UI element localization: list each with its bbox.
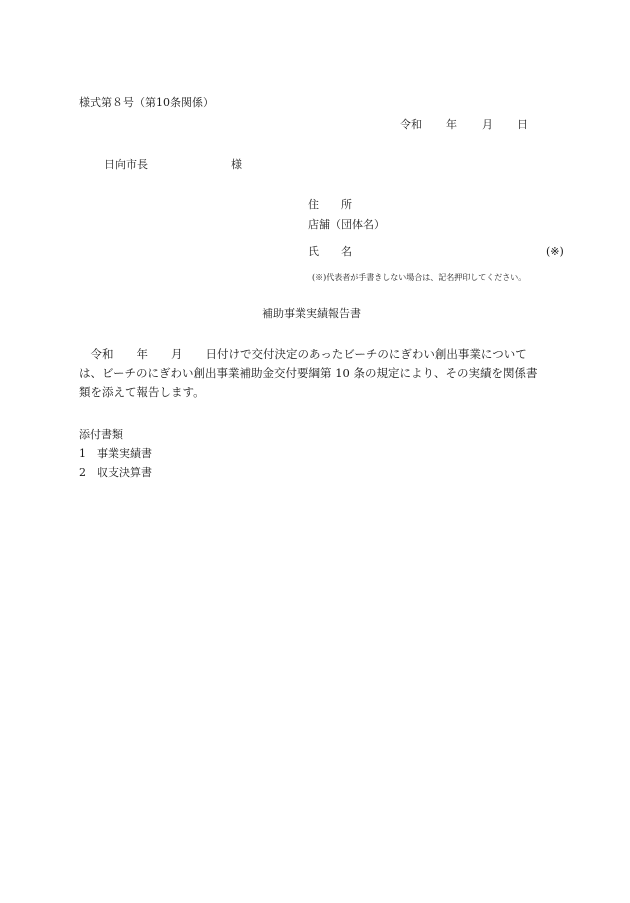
document-title: 補助事業実績報告書 [262, 307, 361, 320]
seal-mark: (※) [546, 245, 564, 258]
date-month-label: 月 [482, 118, 493, 131]
date-era: 令和 [400, 118, 422, 131]
address-label: 住 所 [308, 198, 352, 211]
body-line-2: は、ビーチのにぎわい創出事業補助金交付要綱第 10 条の規定により、その実績を関係書 [79, 366, 538, 380]
seal-note: (※)代表者が手書きしない場合は、記名押印してください。 [312, 273, 527, 282]
form-number: 様式第８号（第10条関係） [79, 96, 214, 109]
addressee-honorific: 様 [231, 158, 242, 171]
body-line-3: 類を添えて報告します。 [79, 385, 205, 399]
body-line-1: 令和 年 月 日付けで交付決定のあったビーチのにぎわい創出事業について [79, 347, 527, 361]
store-label: 店舗（団体名） [308, 218, 385, 231]
name-label: 氏 名 [308, 245, 352, 258]
attachment-item: 2 収支決算書 [79, 466, 152, 479]
attachments-heading: 添付書類 [79, 428, 123, 441]
addressee-name: 日向市長 [104, 158, 148, 171]
date-day-label: 日 [517, 118, 528, 131]
attachment-item: 1 事業実績書 [79, 447, 152, 460]
date-year-label: 年 [446, 118, 457, 131]
